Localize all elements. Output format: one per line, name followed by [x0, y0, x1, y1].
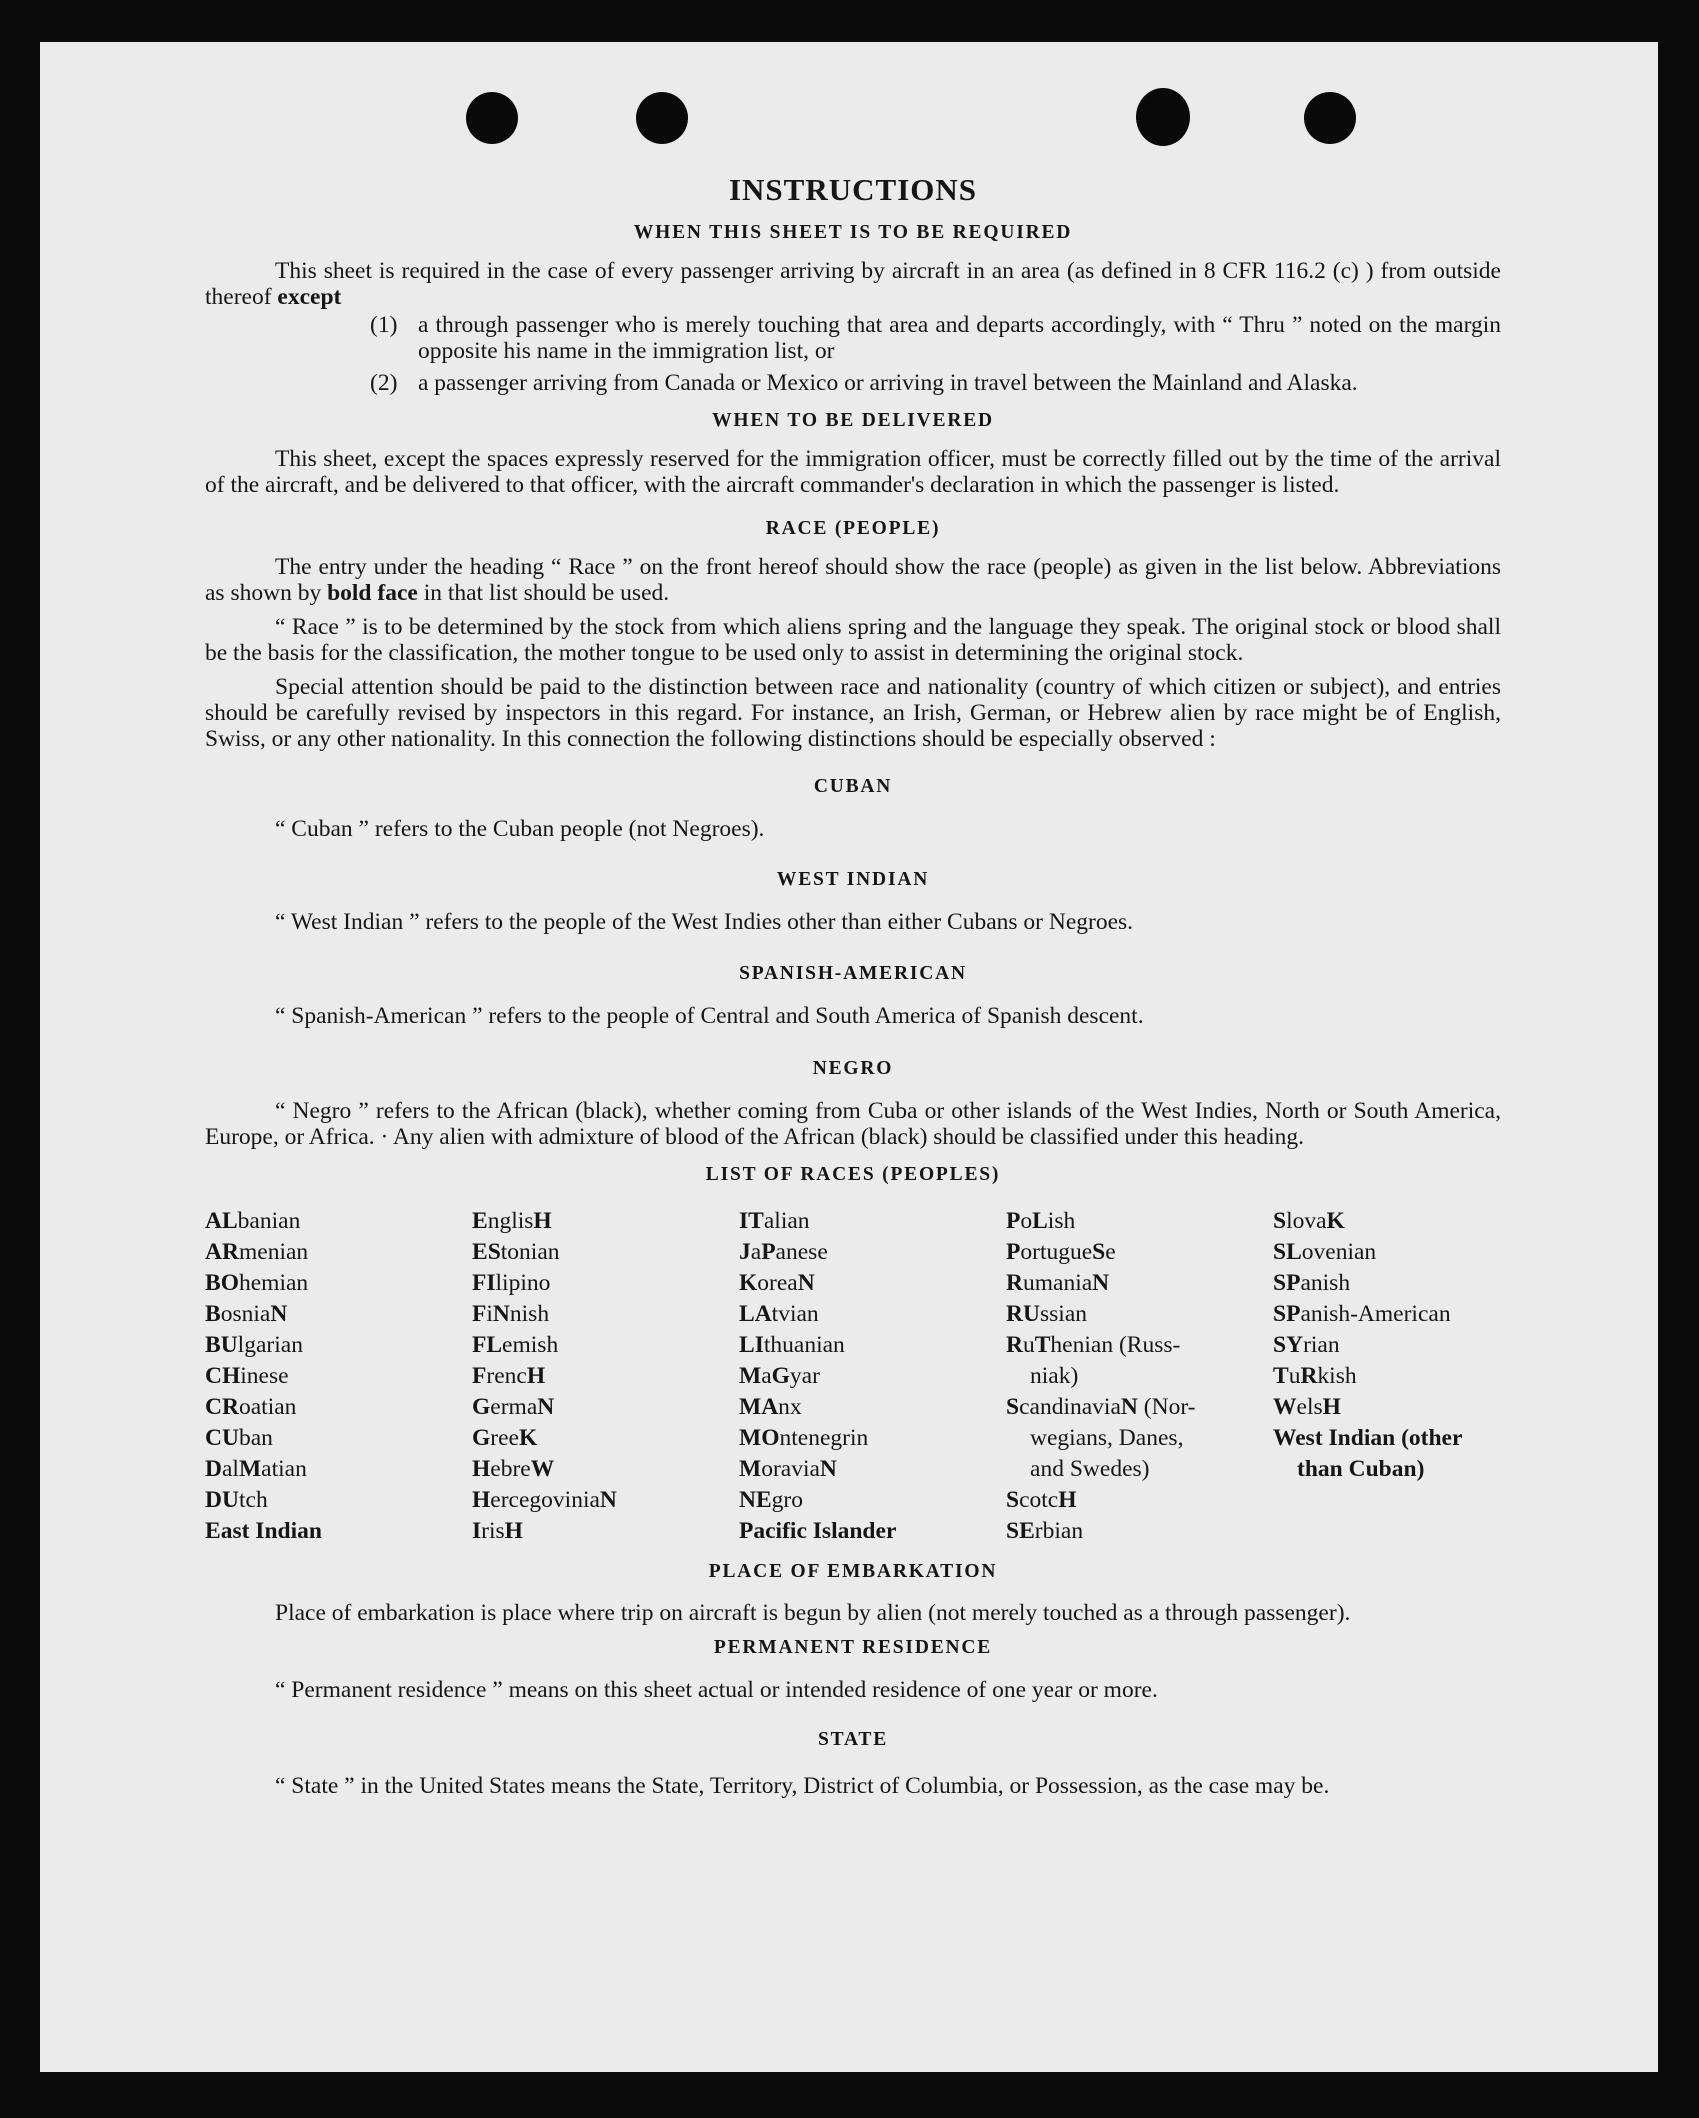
race-entry: SPanish	[1273, 1270, 1351, 1296]
section-heading-required: WHEN THIS SHEET IS TO BE REQUIRED	[633, 222, 1073, 243]
race-entry: FrencH	[472, 1363, 546, 1389]
punch-hole	[1304, 92, 1356, 144]
race-entry: FIlipino	[472, 1270, 551, 1296]
race-entry: LAtvian	[739, 1301, 819, 1327]
race-entry: LIthuanian	[739, 1332, 845, 1358]
race-entry: MoraviaN	[739, 1456, 837, 1482]
exception-number: (1)	[370, 312, 398, 338]
exception-item	[370, 370, 1501, 396]
state-text: “ State ” in the United States means the State, Territory, District of Columbia, or Possession, as the case may be.	[275, 1773, 1330, 1799]
race-entry: JaPanese	[739, 1239, 828, 1265]
negro-text: “ Negro ” refers to the African (black), whether coming from Cuba or other islands of the West Indies, North or South America, Europe, or Africa. · Any alien with admixture of blood of the African (black) should be classified under this heading.	[205, 1098, 1501, 1150]
required-intro: This sheet is required in the case of every passenger arriving by aircraft in an area (as defined in 8 CFR 116.2 (c) ) from outside thereof except	[205, 258, 1501, 310]
embarkation-text: Place of embarkation is place where trip on aircraft is begun by alien (not merely touched as a through passenger).	[275, 1600, 1351, 1626]
race-entry: TuRkish	[1273, 1363, 1357, 1389]
race-entry: DUtch	[205, 1487, 268, 1513]
race-entry: SPanish-American	[1273, 1301, 1451, 1327]
race-entry: wegians, Danes,	[1030, 1425, 1184, 1451]
document-body	[205, 172, 1501, 1803]
race-entry: East Indian	[205, 1518, 322, 1544]
exceptions-list	[205, 312, 1501, 396]
section-heading-permanent-residence: PERMANENT RESIDENCE	[713, 1637, 993, 1658]
race-entry: ScandinaviaN (Nor-	[1006, 1394, 1196, 1420]
section-heading-spanish-american: SPANISH-AMERICAN	[739, 963, 967, 984]
race-entry: IrisH	[472, 1518, 523, 1544]
race-entry: ITalian	[739, 1208, 810, 1234]
west-indian-text: “ West Indian ” refers to the people of the West Indies other than either Cubans or Negroes.	[275, 909, 1134, 935]
race-entry: GermaN	[472, 1394, 555, 1420]
race-entry: ALbanian	[205, 1208, 301, 1234]
race-entry: DalMatian	[205, 1456, 307, 1482]
race-column	[1273, 1206, 1501, 1547]
race-entry: SLovenian	[1273, 1239, 1377, 1265]
race-column	[205, 1206, 472, 1547]
race-column	[1006, 1206, 1273, 1547]
race-entry: MAnx	[739, 1394, 802, 1420]
permanent-residence-text: “ Permanent residence ” means on this sheet actual or intended residence of one year or more.	[275, 1677, 1158, 1703]
section-heading-list-of-races: LIST OF RACES (PEOPLES)	[705, 1164, 1001, 1185]
race-entry: EStonian	[472, 1239, 560, 1265]
race-entry: ScotcH	[1006, 1487, 1077, 1513]
race-column	[739, 1206, 1006, 1547]
race-entry: RUssian	[1006, 1301, 1087, 1327]
race-entry: BUlgarian	[205, 1332, 303, 1358]
race-column	[472, 1206, 739, 1547]
race-entry: niak)	[1030, 1363, 1079, 1389]
race-entry: HercegoviniaN	[472, 1487, 617, 1513]
exception-text: a through passenger who is merely touching that area and departs accordingly, with “ Thru ” noted on the margin opposite his name in the immigration list, or	[418, 312, 1501, 364]
race-entry: RuThenian (Russ-	[1006, 1332, 1181, 1358]
race-entry: SYrian	[1273, 1332, 1340, 1358]
race-entry: FLemish	[472, 1332, 559, 1358]
section-heading-embarkation: PLACE OF EMBARKATION	[708, 1561, 998, 1582]
punch-hole	[636, 92, 688, 144]
race-entry: ARmenian	[205, 1239, 309, 1265]
cuban-text: “ Cuban ” refers to the Cuban people (not Negroes).	[275, 816, 765, 842]
exception-number: (2)	[370, 370, 398, 396]
race-paragraph-3: Special attention should be paid to the distinction between race and nationality (country of which citizen or subject), and entries should be carefully revised by inspectors in this regard. For instance, an Irish, German, or Hebrew alien by race might be of English, Swiss, or any other nationality. In this connection the following distinctions should be especially observed :	[205, 674, 1501, 752]
section-heading-west-indian: WEST INDIAN	[776, 869, 930, 890]
exception-text: a passenger arriving from Canada or Mexico or arriving in travel between the Mainland and Alaska.	[418, 370, 1358, 396]
race-entry: West Indian (other	[1273, 1425, 1463, 1451]
race-entry: CHinese	[205, 1363, 289, 1389]
race-entry: PortugueSe	[1006, 1239, 1116, 1265]
race-entry: RumaniaN	[1006, 1270, 1110, 1296]
race-entry: WelsH	[1273, 1394, 1341, 1420]
race-entry: GreeK	[472, 1425, 538, 1451]
race-entry: CUban	[205, 1425, 273, 1451]
race-entry: KoreaN	[739, 1270, 815, 1296]
race-entry: and Swedes)	[1030, 1456, 1150, 1482]
race-entry: HebreW	[472, 1456, 555, 1482]
punch-hole	[466, 92, 518, 144]
spanish-american-text: “ Spanish-American ” refers to the people of Central and South America of Spanish descent.	[275, 1003, 1144, 1029]
race-entry: than Cuban)	[1297, 1456, 1425, 1482]
section-heading-state: STATE	[817, 1729, 889, 1750]
exception-item	[370, 312, 1501, 364]
race-paragraph-1: The entry under the heading “ Race ” on the front hereof should show the race (people) as given in the list below. Abbreviations as shown by bold face in that list should be used.	[205, 554, 1501, 606]
race-entry: EnglisH	[472, 1208, 552, 1234]
race-entry: CRoatian	[205, 1394, 297, 1420]
race-entry: SlovaK	[1273, 1208, 1345, 1234]
race-entry: MOntenegrin	[739, 1425, 869, 1451]
race-list-table	[205, 1206, 1501, 1547]
section-heading-race: RACE (PEOPLE)	[765, 518, 941, 539]
section-heading-cuban: CUBAN	[813, 776, 893, 797]
race-entry: BosniaN	[205, 1301, 288, 1327]
race-entry: PoLish	[1006, 1208, 1076, 1234]
page-title: INSTRUCTIONS	[728, 172, 977, 207]
race-paragraph-2: “ Race ” is to be determined by the stock from which aliens spring and the language they speak. The original stock or blood shall be the basis for the classification, the mother tongue to be used only to assist in determining the original stock.	[205, 614, 1501, 666]
delivered-text: This sheet, except the spaces expressly reserved for the immigration officer, must be correctly filled out by the time of the arrival of the aircraft, and be delivered to that officer, with the aircraft commander's declaration in which the passenger is listed.	[205, 446, 1501, 498]
section-heading-delivered: WHEN TO BE DELIVERED	[712, 410, 994, 431]
race-entry: MaGyar	[739, 1363, 820, 1389]
race-entry: FiNnish	[472, 1301, 550, 1327]
section-heading-negro: NEGRO	[812, 1058, 894, 1079]
punch-hole	[1136, 88, 1190, 146]
race-entry: SErbian	[1006, 1518, 1084, 1544]
race-entry: Pacific Islander	[739, 1518, 897, 1544]
race-entry: BOhemian	[205, 1270, 309, 1296]
race-entry: NEgro	[739, 1487, 803, 1513]
